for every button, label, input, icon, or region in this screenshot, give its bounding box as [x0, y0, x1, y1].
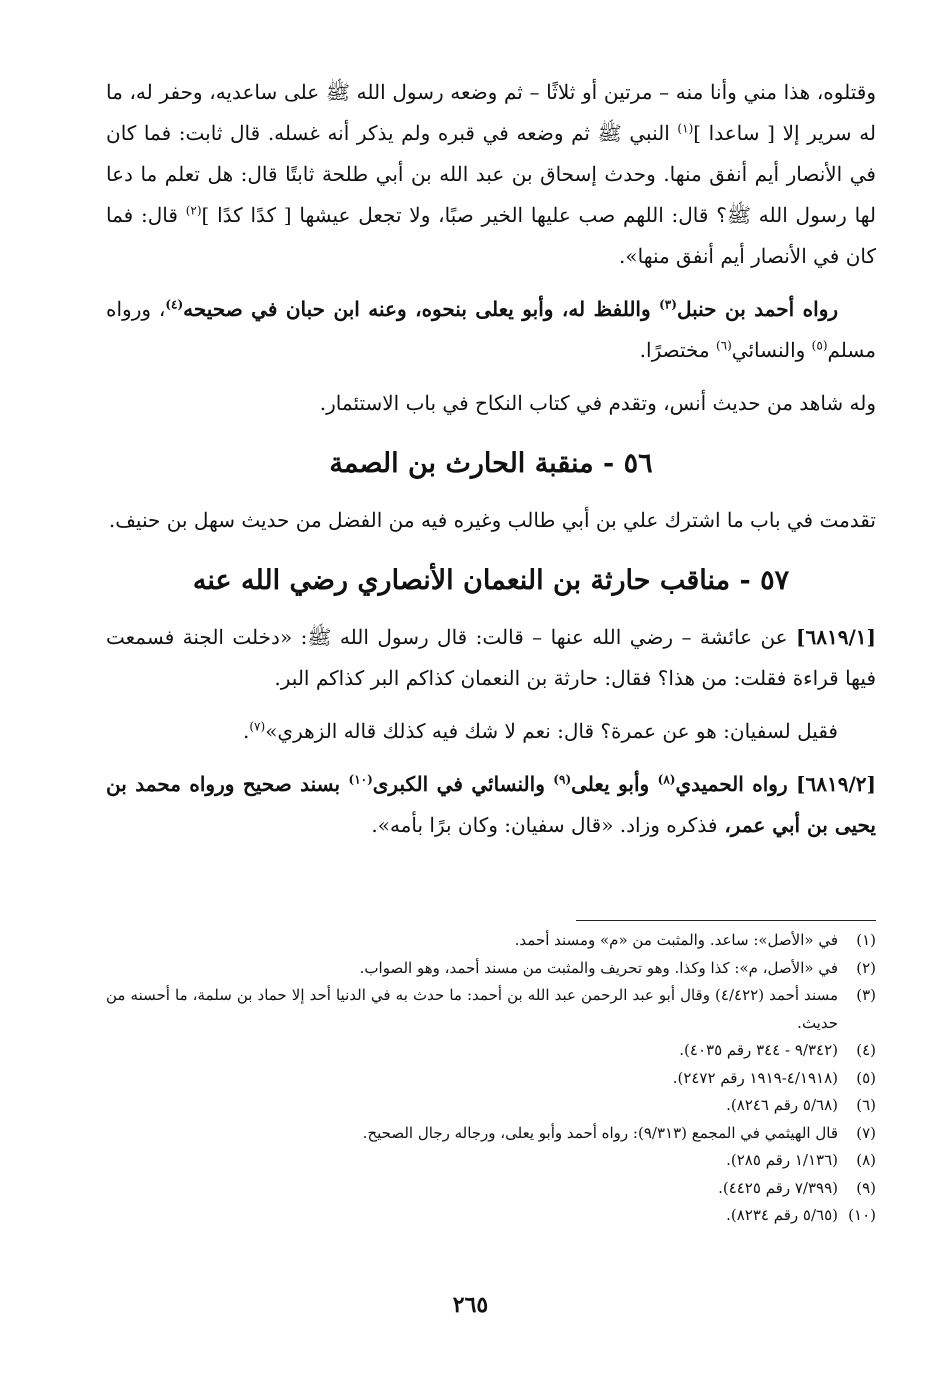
footnote-text: (١/١٣٦ رقم ٢٨٥).	[726, 1151, 838, 1169]
text-segment: النبي ﷺ ثم وضعه في قبره ولم يذكر أنه غسله. قال ثابت: فما كان في الأنصار أيم أنفق منها. وحدث إسحاق بن عبد الله بن أبي طلحة ثابتًا قال: هل تعلم ما دعا لها رسول الله ﷺ؟ قال: اللهم صب عليها الخير صبًا، ولا تجعل عيشها [ كدًا كدًا ]	[106, 121, 876, 227]
text-segment: قال: فما كان في الأنصار أيم أنفق منها».	[106, 203, 876, 268]
footnote-item	[106, 1120, 876, 1148]
footnote-item	[106, 1147, 876, 1175]
footnote-ref[interactable]: (٩)	[553, 772, 572, 787]
footnote-ref[interactable]: (٢)	[185, 203, 202, 218]
footnote-text: مسند أحمد (٤/٤٢٢) وقال أبو عبد الرحمن عبد الله بن أحمد: ما حدث به في الدنيا أحد إلا حماد بن سلمة، ما أحسنه من حديث.	[106, 986, 838, 1032]
footnote-number: (٩)	[856, 1178, 876, 1197]
page-body	[106, 72, 876, 846]
text-segment: مختصرًا.	[639, 338, 716, 362]
text-segment: فذكره وزاد. «قال سفيان: وكان برًا بأمه».	[371, 813, 718, 837]
footnote-item	[106, 927, 876, 955]
hadith-number: [٦٨١٩/١]	[796, 625, 876, 649]
footnote-number: (٤)	[856, 1041, 876, 1059]
footnote-item	[106, 1037, 876, 1065]
footnote-text: (٩/٣٤٢ - ٣٤٤ رقم ٤٠٣٥).	[679, 1041, 838, 1059]
text-segment: فقيل لسفيان: هو عن عمرة؟ قال: نعم لا شك فيه كذلك قاله الزهري»	[265, 719, 838, 743]
text-segment: رواه أحمد بن حنبل	[676, 297, 839, 321]
footnote-number: (٦)	[856, 1096, 876, 1114]
footnote-ref[interactable]: (١)	[677, 121, 694, 136]
footnote-ref[interactable]: (٤)	[165, 297, 184, 312]
paragraph-sufyan	[106, 711, 876, 752]
footnote-item	[106, 1092, 876, 1120]
footnote-item	[106, 1175, 876, 1203]
footnote-number: (١)	[856, 931, 876, 949]
footnote-text: في «الأصل، م»: كذا وكذا. وهو تحريف والمثبت من مسند أحمد، وهو الصواب.	[359, 958, 838, 977]
footnote-item	[106, 1065, 876, 1093]
paragraph-hadith-continuation	[106, 72, 876, 277]
footnote-number: (٢)	[856, 958, 876, 977]
footnote-text: (٧/٣٩٩ رقم ٤٤٢٥).	[718, 1178, 838, 1197]
text-segment: وأبو يعلى	[571, 772, 658, 796]
text-segment: والنسائي في الكبرى	[372, 772, 554, 796]
text-segment: واللفظ له، وأبو يعلى بنحوه، وعنه ابن حبان في صحيحه	[183, 297, 660, 321]
footnote-number: (٧)	[856, 1123, 876, 1142]
paragraph-section-56: تقدمت في باب ما اشترك علي بن أبي طالب وغيره فيه من الفضل من حديث سهل بن حنيف.	[108, 508, 876, 532]
text-segment: عن عائشة – رضي الله عنها – قالت: قال رسول الله ﷺ: «دخلت الجنة فسمعت فيها قراءة فقلت: من هذا؟ فقال: حارثة بن النعمان كذاكم البر كذاكم البر.	[106, 625, 876, 690]
footnote-ref[interactable]: (١٠)	[348, 772, 373, 787]
footnote-number: (١٠)	[848, 1206, 876, 1224]
paragraph-shahid: وله شاهد من حديث أنس، وتقدم في كتاب النكاح في باب الاستئمار.	[319, 391, 876, 415]
footnote-number: (٨)	[856, 1151, 876, 1169]
footnote-ref[interactable]: (٧)	[249, 719, 266, 734]
footnote-item	[106, 1202, 876, 1230]
footnote-ref[interactable]: (٥)	[811, 338, 828, 353]
footnote-number: (٣)	[856, 986, 876, 1004]
footnote-item	[106, 955, 876, 983]
footnote-item	[106, 982, 876, 1037]
paragraph-takhrij	[106, 289, 876, 371]
footnote-number: (٥)	[856, 1068, 876, 1087]
footnote-ref[interactable]: (٨)	[657, 772, 676, 787]
text-segment: .	[243, 719, 250, 743]
text-segment: والنسائي	[731, 338, 812, 362]
footnote-ref[interactable]: (٦)	[715, 338, 732, 353]
footnote-divider	[576, 920, 876, 921]
footnotes-list	[106, 927, 876, 1230]
footnote-text: (٥/٦٥ رقم ٨٢٣٤).	[726, 1206, 838, 1224]
text-segment: وقتلوه، هذا مني وأنا منه – مرتين أو ثلاثًا – ثم وضعه رسول الله ﷺ على ساعديه، وحفر له، ما له سرير إلا [ ساعدا ]	[106, 80, 877, 145]
footnote-text: (٤/١٩١٨-١٩١٩ رقم ٢٤٧٢).	[672, 1068, 838, 1087]
text-segment: بسند صحيح ورواه محمد بن يحيى بن أبي عمر،	[106, 772, 876, 837]
paragraph-hadith-6819-2	[106, 764, 876, 846]
footnote-text: في «الأصل»: ساعد. والمثبت من «م» ومسند أحمد.	[514, 931, 838, 949]
page-number: ٢٦٥	[452, 1292, 489, 1318]
paragraph-hadith-6819-1	[106, 617, 876, 699]
footnote-text: قال الهيثمي في المجمع (٩/٣١٣): رواه أحمد وأبو يعلى، ورجاله رجال الصحيح.	[362, 1123, 838, 1142]
text-segment: [٦٨١٩/٢] رواه الحميدي	[675, 772, 876, 796]
section-heading-57: ٥٧ - مناقب حارثة بن النعمان الأنصاري رضي الله عنه	[192, 565, 790, 596]
section-heading-56: ٥٦ - منقبة الحارث بن الصمة	[329, 448, 653, 479]
footnotes-section	[106, 920, 876, 1230]
text-segment: ، ورواه مسلم	[106, 297, 876, 362]
footnote-ref[interactable]: (٣)	[659, 297, 677, 312]
footnote-text: (٥/٦٨ رقم ٨٢٤٦).	[726, 1096, 838, 1114]
